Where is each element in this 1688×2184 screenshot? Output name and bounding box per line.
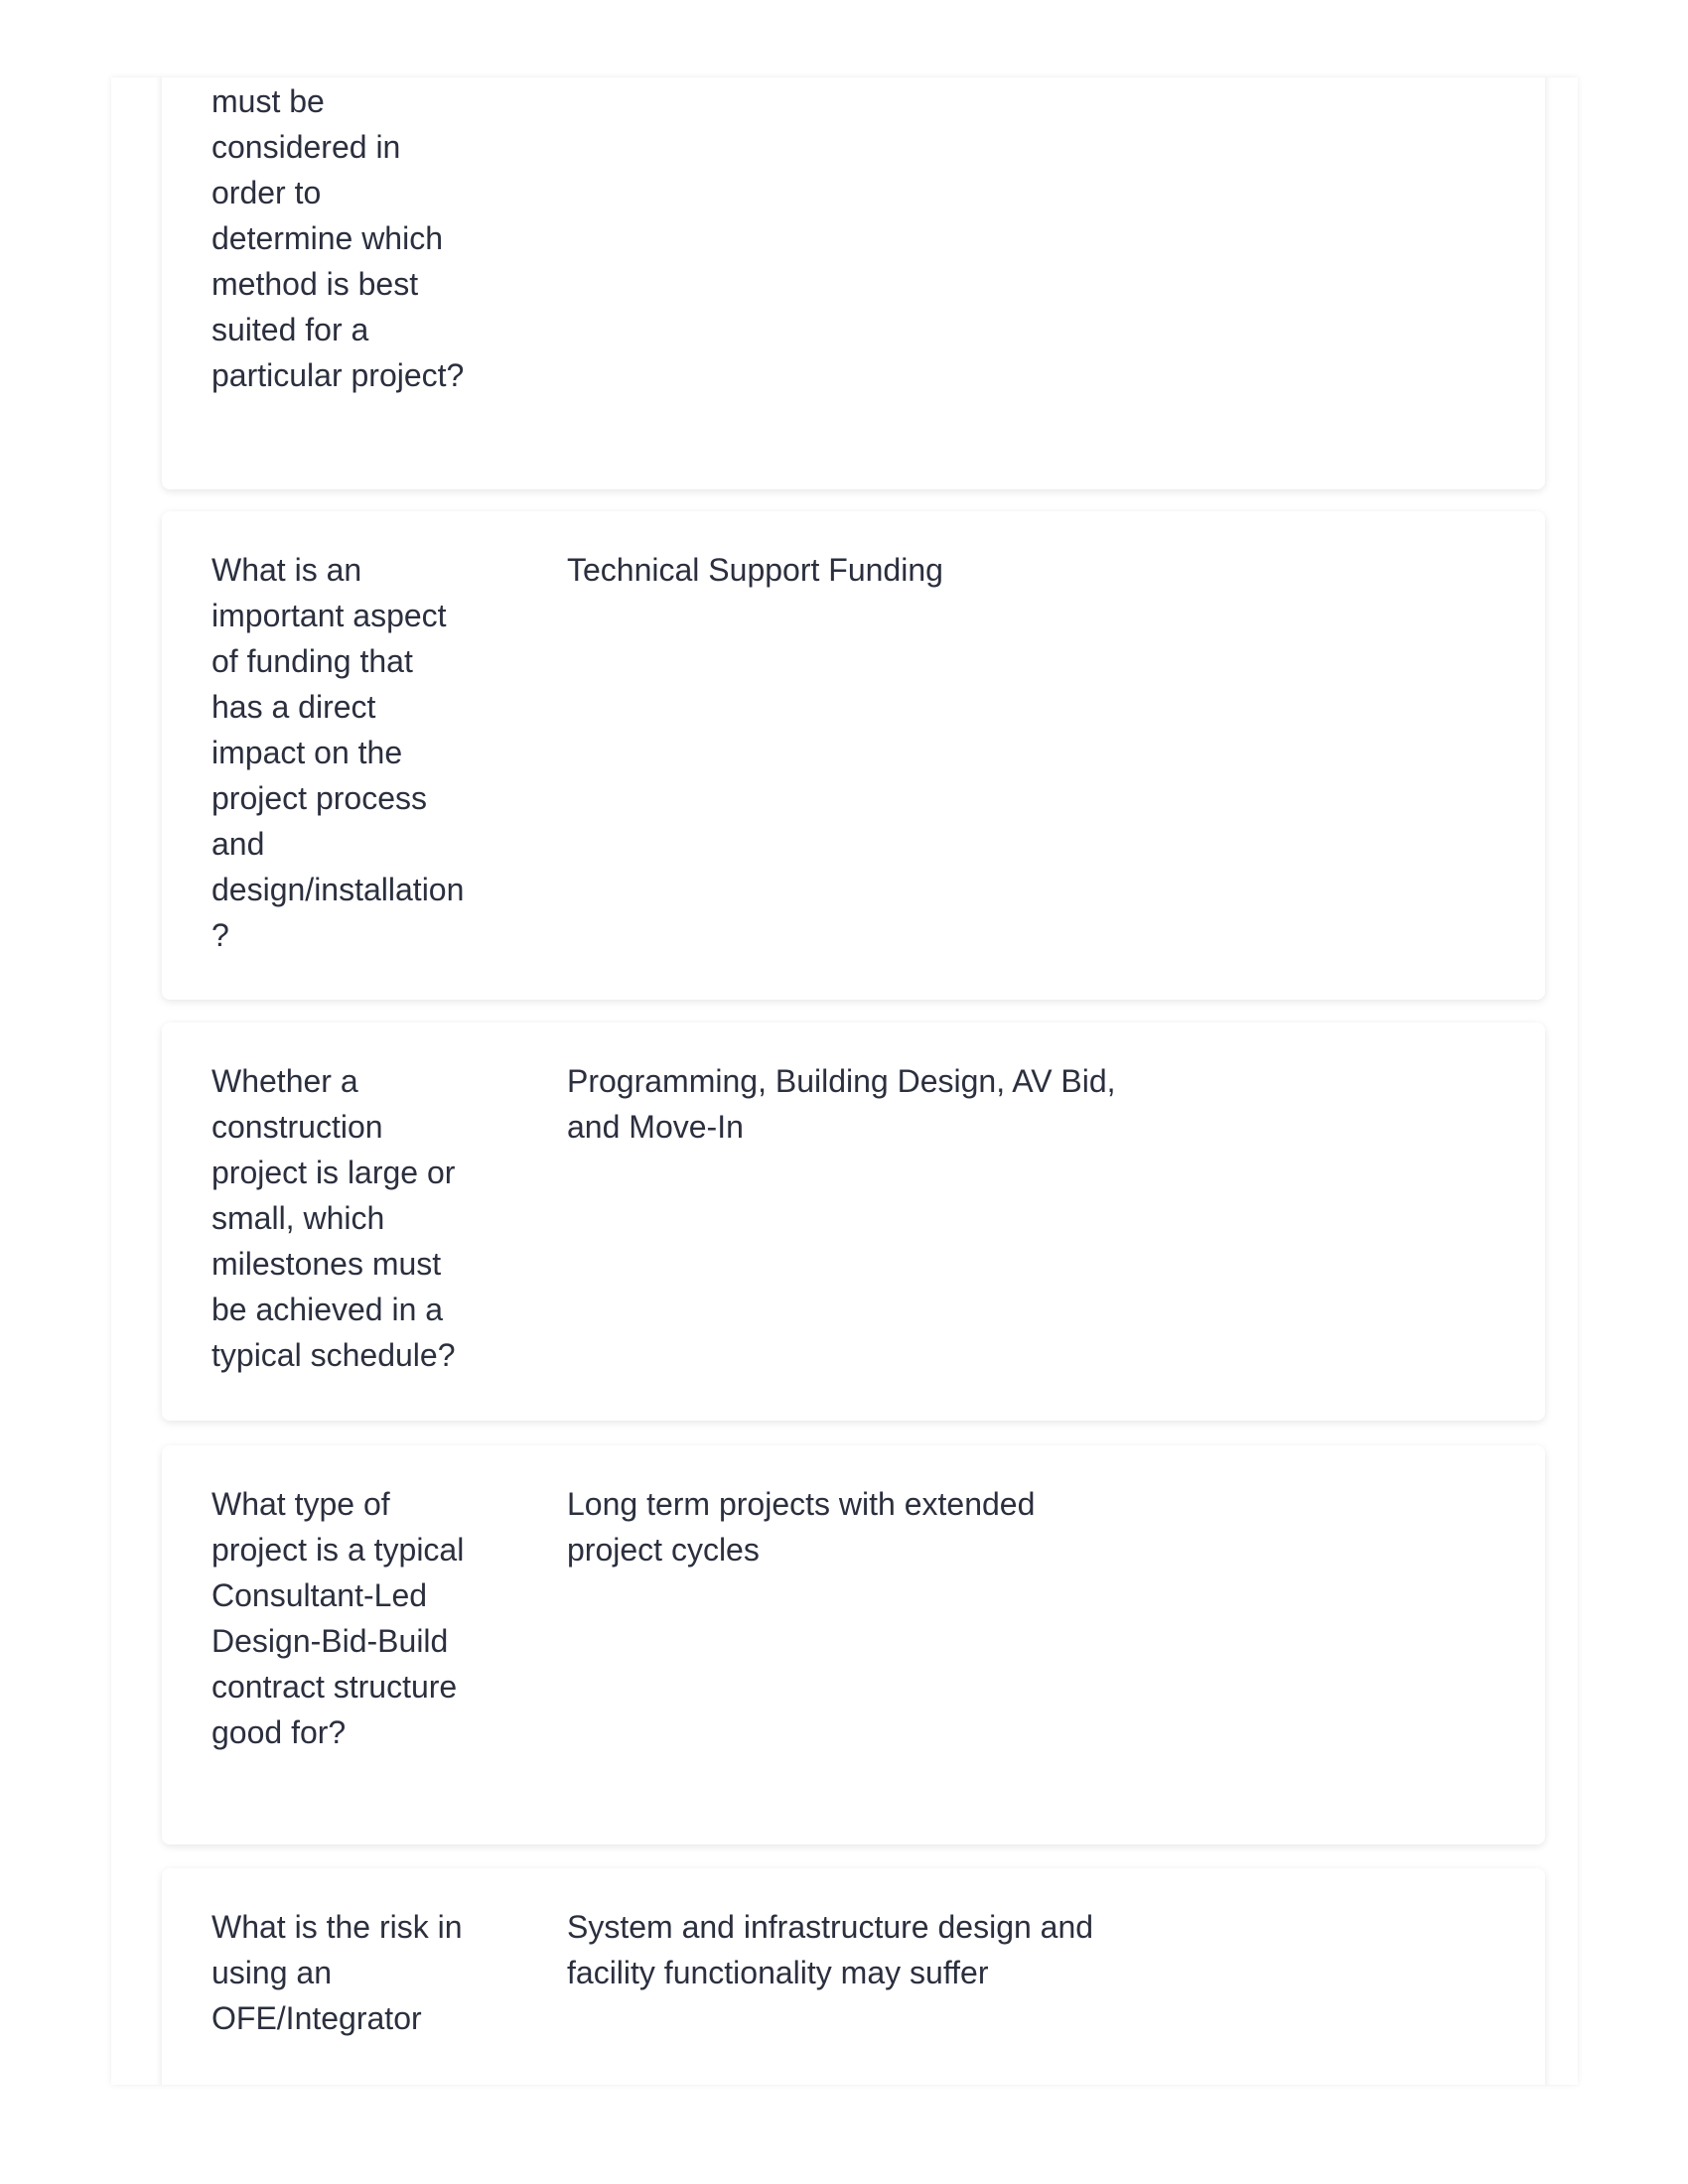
- card-answer: Programming, Building Design, AV Bid, and Move-In: [567, 1063, 1116, 1145]
- card-answer: System and infrastructure design and facility functionality may suffer: [567, 1909, 1094, 1990]
- card-answer: Technical Support Funding: [567, 552, 943, 588]
- card-question: What is an important aspect of funding that has a direct impact on the project process and design/installation?: [211, 552, 465, 953]
- flashcard-list: [111, 77, 1578, 2085]
- card-answer: [567, 78, 1123, 398]
- flashcard: [162, 1023, 1545, 1421]
- card-question: What is the risk in using an OFE/Integrator: [211, 1909, 463, 2036]
- flashcard: [162, 77, 1545, 489]
- card-question: must be considered in order to determine which method is best suited for a particular project?: [211, 83, 465, 393]
- card-answer: Long term projects with extended project cycles: [567, 1486, 1036, 1568]
- flashcard: [162, 1445, 1545, 1844]
- flashcard: [162, 511, 1545, 1000]
- flashcard: [162, 1868, 1545, 2085]
- card-question: What type of project is a typical Consultant-Led Design-Bid-Build contract structure good for?: [211, 1486, 465, 1750]
- card-question: Whether a construction project is large or small, which milestones must be achieved in a typical schedule?: [211, 1063, 456, 1373]
